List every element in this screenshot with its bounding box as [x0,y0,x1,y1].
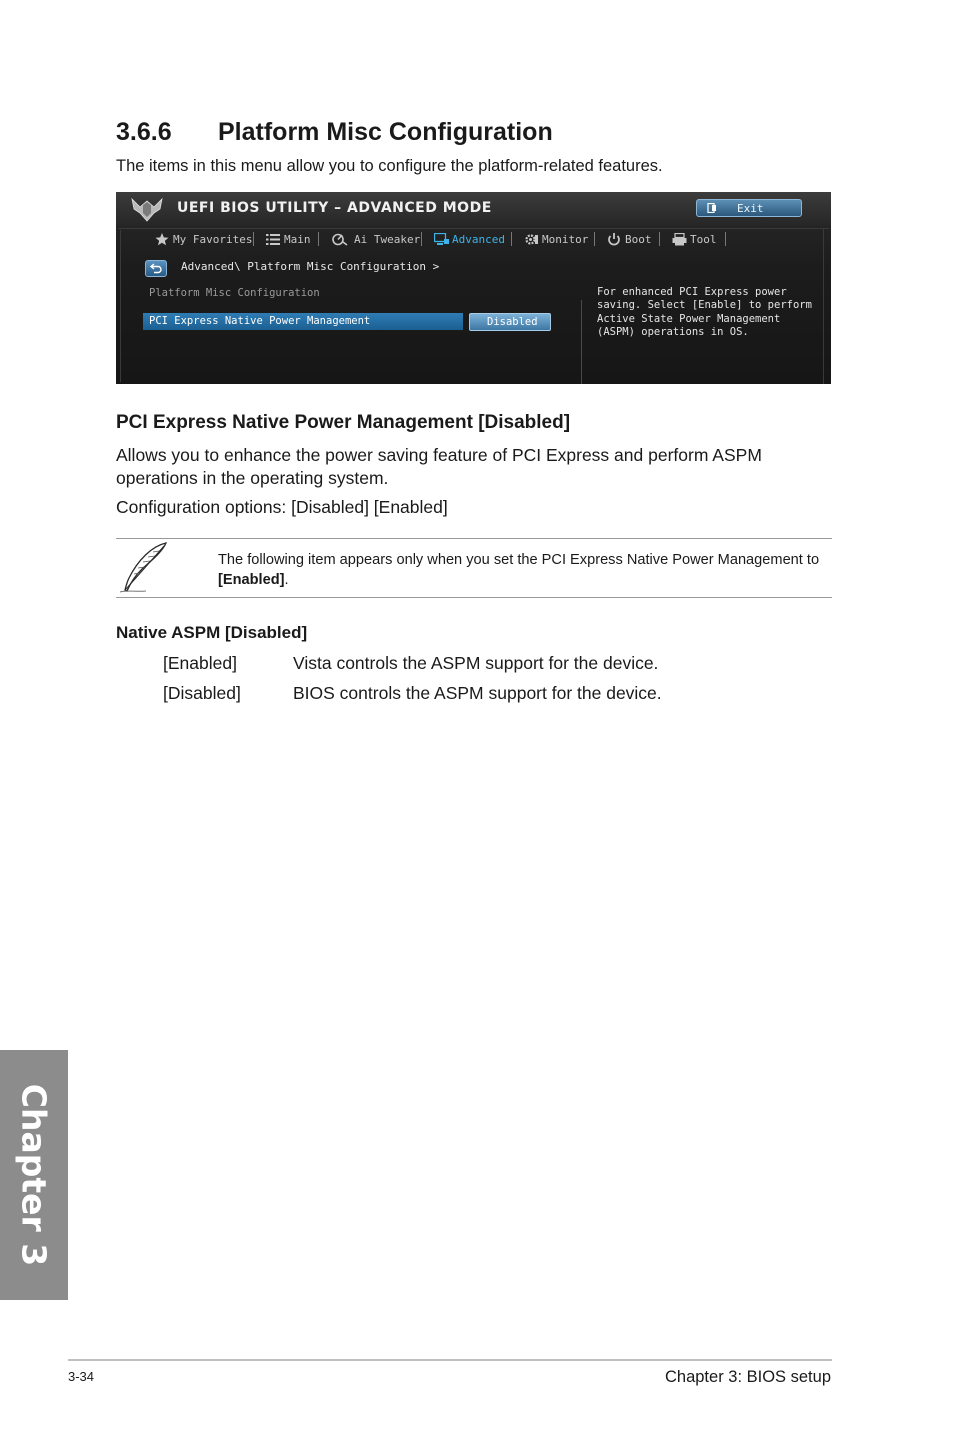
nav-separator [725,232,726,246]
nav-separator [253,232,254,246]
back-button[interactable] [145,260,167,277]
exit-icon [707,203,717,213]
printer-icon [672,233,687,246]
footer-rule [68,1359,832,1361]
setting-row-label: PCI Express Native Power Management [149,315,371,327]
note-divider-bottom [116,597,832,598]
note-divider-top [116,538,832,539]
bios-screenshot: UEFI BIOS UTILITY – ADVANCED MODE Exit My Favorites Main Ai Tweaker Advanced Monitor Boot Tool Advanced\ Platform Misc Configuration > Platform Misc Configuration PCI Express Native Power Management Disabled For enhanced PCI Express power saving. Select [Enable] to perform Active State Power Management (ASPM) operations in OS. [116,192,831,384]
tuf-logo-icon [130,195,164,223]
nav-separator [659,232,660,246]
exit-button[interactable] [696,199,802,217]
footer-chapter-title: Chapter 3: BIOS setup [664,1368,831,1386]
gear-icon [524,233,539,246]
bios-title: UEFI BIOS UTILITY – ADVANCED MODE [177,200,492,216]
setting-value-label: Disabled [487,316,538,328]
section-intro: The items in this menu allow you to configure the platform-related features. [116,157,663,175]
chapter-side-label: Chapter 3 [14,1083,54,1267]
panel-border [823,228,824,384]
pci-config-options: Configuration options: [Disabled] [Enabled] [116,497,448,517]
pci-description: Allows you to enhance the power saving feature of PCI Express and perform ASPM operations in the operating system. [116,445,762,488]
aspm-option-key: [Enabled] [163,653,237,673]
nav-separator [511,232,512,246]
breadcrumb: Advanced\ Platform Misc Configuration > [181,260,440,273]
nav-separator [421,232,422,246]
aspm-heading: Native ASPM [Disabled] [116,623,308,642]
help-text: For enhanced PCI Express power saving. Select [Enable] to perform Active State Power Management (ASPM) operations in OS. [597,286,812,339]
pci-heading: PCI Express Native Power Management [Disabled] [116,412,571,433]
note-text: The following item appears only when you set the PCI Express Native Power Management to [Enabled]. [218,552,820,588]
panel-border [120,230,121,382]
setting-value-button[interactable] [469,313,551,331]
advanced-icon [434,233,449,246]
aspm-option-desc: BIOS controls the ASPM support for the device. [293,683,662,703]
exit-label: Exit [737,202,764,215]
power-icon [607,233,621,246]
section-title: Platform Misc Configuration [218,118,553,146]
bios-section-label: Platform Misc Configuration [149,287,320,299]
help-panel-divider [581,300,582,384]
star-icon [155,233,169,246]
nav-separator [594,232,595,246]
tweaker-icon [332,233,348,246]
page-number: 3-34 [68,1369,95,1384]
section-number: 3.6.6 [116,118,172,146]
feather-pen-icon [116,540,172,596]
aspm-option-desc: Vista controls the ASPM support for the device. [293,653,659,673]
nav-separator [318,232,319,246]
back-arrow-icon [150,263,162,274]
list-icon [266,233,280,246]
aspm-option-key: [Disabled] [163,683,241,703]
